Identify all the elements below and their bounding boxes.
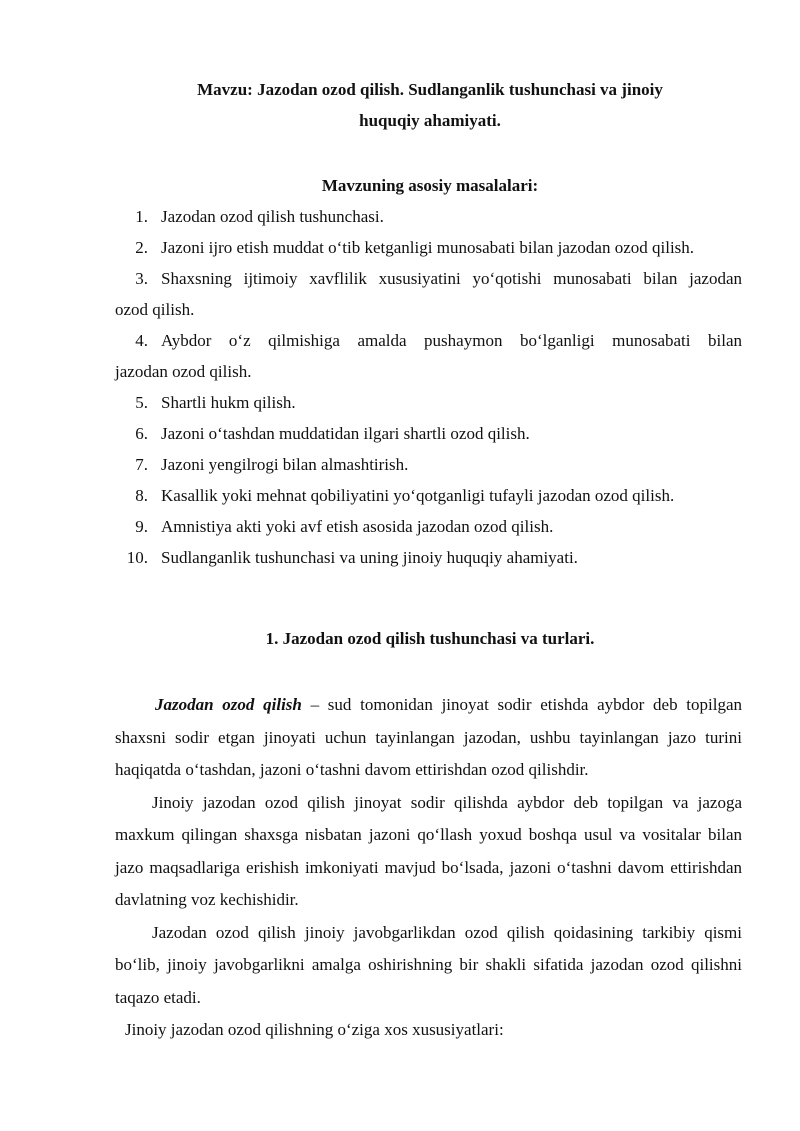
- list-item-text: Shartli hukm qilish.: [161, 393, 296, 412]
- list-item-text: Aybdor o‘z qilmishiga amalda pushaymon bo‘lganligi munosabati bilan: [161, 331, 742, 350]
- list-item-number: 7.: [135, 455, 148, 474]
- section-body: [115, 689, 742, 1047]
- paragraph: [115, 689, 742, 787]
- defined-term: Jazodan ozod qilish: [155, 695, 302, 714]
- topics-list: [0, 201, 800, 573]
- document-title-line-1: Mavzu: Jazodan ozod qilish. Sudlanganlik tushunchasi va jinoiy: [197, 80, 663, 99]
- list-item-number: 3.: [135, 269, 148, 288]
- paragraph: Jinoiy jazodan ozod qilish jinoyat sodir qilishda aybdor deb topilgan va jazoga maxkum qilingan shaxsga nisbatan jazoni qo‘llash yoxud boshqa usul va vositalar bilan jazo maqsadlariga erishish imkoniyati mavjud bo‘lsada, jazoni o‘tashni davom ettirishdan davlatning voz kechishidir.: [115, 792, 742, 909]
- topics-heading: Mavzuning asosiy masalalari:: [321, 176, 539, 195]
- list-item-text: Jazoni ijro etish muddat o‘tib ketganligi munosabati bilan jazodan ozod qilish.: [161, 238, 695, 257]
- list-item-number: 8.: [135, 486, 148, 505]
- list-item-continuation: jazodan ozod qilish.: [115, 362, 252, 381]
- list-item: [0, 325, 800, 387]
- list-item-text: Amnistiya akti yoki avf etish asosida jazodan ozod qilish.: [161, 517, 554, 536]
- list-item: [0, 387, 800, 418]
- section-heading: 1. Jazodan ozod qilish tushunchasi va turlari.: [265, 629, 595, 648]
- list-item-number: 4.: [135, 331, 148, 350]
- list-item-number: 1.: [135, 207, 148, 226]
- document-title-line-2: huquqiy ahamiyati.: [359, 111, 501, 130]
- paragraph-text: – sud tomonidan jinoyat sodir etishda aybdor deb topilgan shaxsni sodir etgan jinoyati uchun tayinlangan jazodan, ushbu tayinlangan jazo turini haqiqatda o‘tashdan, jazoni o‘tashni davom ettirishdan ozod qilishdir.: [115, 695, 742, 779]
- list-item-continuation: ozod qilish.: [115, 300, 195, 319]
- list-item-number: 2.: [135, 238, 148, 257]
- list-item: [0, 511, 800, 542]
- list-item: [0, 232, 800, 263]
- list-item-text: Shaxsning ijtimoiy xavflilik xususiyatini yo‘qotishi munosabati bilan jazodan: [161, 269, 742, 288]
- list-item: [0, 449, 800, 480]
- paragraph: Jazodan ozod qilish jinoiy javobgarlikdan ozod qilish qoidasining tarkibiy qismi bo‘lib, jinoiy javobgarlikni amalga oshirishning bir shakli sifatida jazodan ozod qilishni taqazo etadi.: [115, 922, 742, 1007]
- list-item-text: Jazodan ozod qilish tushunchasi.: [161, 207, 384, 226]
- list-item-text: Jazoni yengilrogi bilan almashtirish.: [161, 455, 409, 474]
- list-item-number: 5.: [135, 393, 148, 412]
- list-item: [0, 263, 800, 325]
- list-item-text: Jazoni o‘tashdan muddatidan ilgari shartli ozod qilish.: [161, 424, 530, 443]
- list-item-text: Kasallik yoki mehnat qobiliyatini yo‘qotganligi tufayli jazodan ozod qilish.: [161, 486, 675, 505]
- list-item-number: 9.: [135, 517, 148, 536]
- list-item-number: 6.: [135, 424, 148, 443]
- list-item: [0, 201, 800, 232]
- paragraph: Jinoiy jazodan ozod qilishning o‘ziga xos xususiyatlari:: [125, 1020, 504, 1039]
- list-item: [0, 542, 800, 573]
- list-item: [0, 480, 800, 511]
- list-item: [0, 418, 800, 449]
- list-item-text: Sudlanganlik tushunchasi va uning jinoiy huquqiy ahamiyati.: [161, 548, 578, 567]
- list-item-number: 10.: [126, 548, 148, 567]
